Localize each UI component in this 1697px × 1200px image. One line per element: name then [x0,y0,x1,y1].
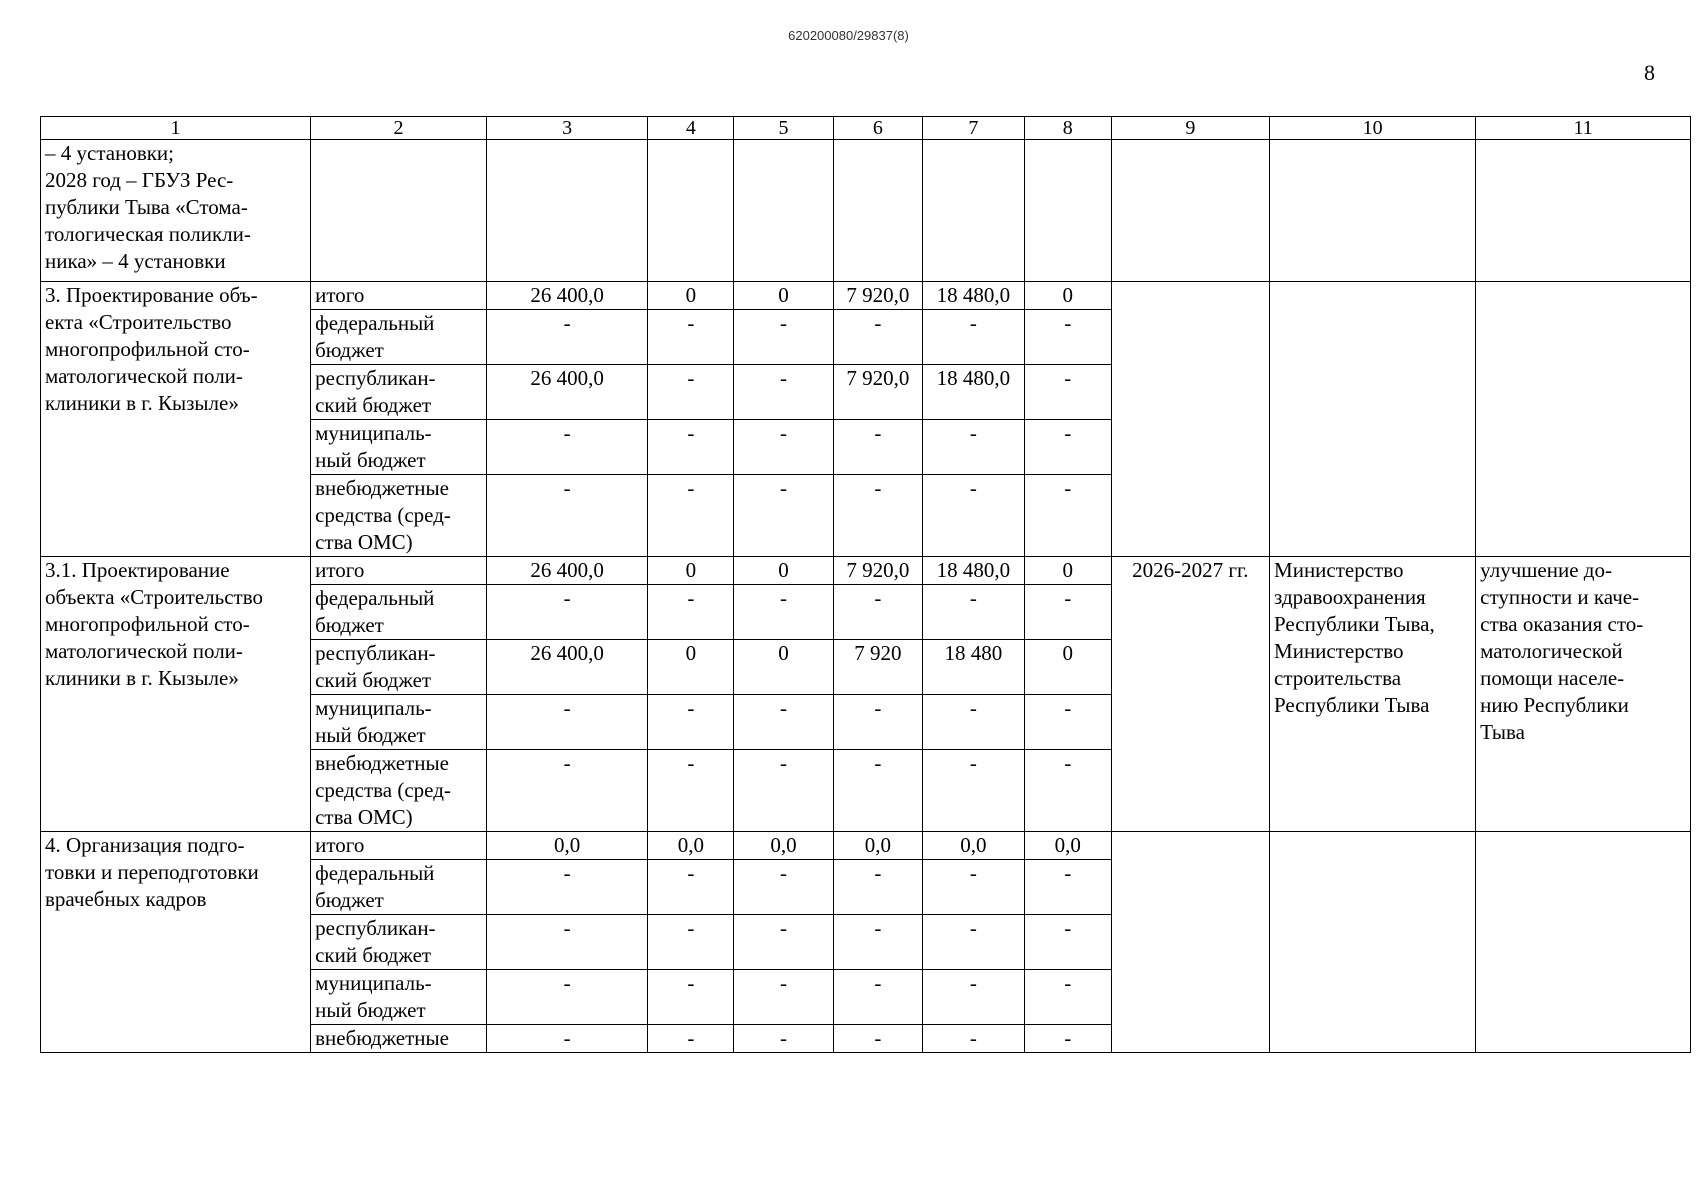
amount-cell: - [648,585,734,640]
amount-cell: - [1024,1025,1111,1053]
amount-cell: - [486,1025,648,1053]
amount-cell: - [1024,915,1111,970]
measure-name-cell: 4. Организация подго- товки и переподготовки врачебных кадров [41,832,311,1053]
amount-cell: - [734,1025,834,1053]
column-header: 9 [1111,117,1269,140]
funding-source-cell: муниципаль- ный бюджет [311,970,487,1025]
column-header: 8 [1024,117,1111,140]
amount-cell: - [922,750,1024,832]
amount-cell: - [1024,365,1111,420]
measure-name-cell: 3. Проектирование объ- екта «Строительство многопрофильной сто- матологической поли- клиники в г. Кызыле» [41,282,311,557]
period-cell [1111,832,1269,1053]
amount-cell: - [648,365,734,420]
empty-cell [734,140,834,282]
amount-cell: 26 400,0 [486,557,648,585]
empty-cell [1476,140,1691,282]
column-header: 1 [41,117,311,140]
amount-cell: 18 480,0 [922,282,1024,310]
amount-cell: 26 400,0 [486,640,648,695]
funding-source-cell: итого [311,557,487,585]
amount-cell: - [486,860,648,915]
amount-cell: - [734,420,834,475]
executor-cell [1270,282,1476,557]
amount-cell: 0 [1024,282,1111,310]
table-row [41,140,1691,282]
amount-cell: 18 480,0 [922,365,1024,420]
amount-cell: - [648,1025,734,1053]
amount-cell: - [486,420,648,475]
result-cell [1476,282,1691,557]
amount-cell: - [648,915,734,970]
amount-cell: - [1024,750,1111,832]
table-row [41,557,1691,585]
amount-cell: - [486,695,648,750]
amount-cell: - [486,915,648,970]
amount-cell: - [648,860,734,915]
amount-cell: 26 400,0 [486,365,648,420]
amount-cell: - [922,915,1024,970]
amount-cell: - [833,970,922,1025]
amount-cell: - [734,310,834,365]
amount-cell: - [734,365,834,420]
amount-cell: - [833,1025,922,1053]
header-row [41,117,1691,140]
amount-cell: - [734,970,834,1025]
column-header: 2 [311,117,487,140]
empty-cell [922,140,1024,282]
amount-cell: - [833,860,922,915]
column-header: 10 [1270,117,1476,140]
amount-cell: - [734,695,834,750]
funding-source-cell: федеральный бюджет [311,860,487,915]
amount-cell: - [833,695,922,750]
empty-cell [1024,140,1111,282]
amount-cell: - [648,970,734,1025]
amount-cell: - [734,585,834,640]
measure-name-cell: – 4 установки; 2028 год – ГБУЗ Рес- публики Тыва «Стома- тологическая поликли- ника» – 4 установки [41,140,311,282]
result-cell [1476,832,1691,1053]
amount-cell: - [486,750,648,832]
funding-source-cell: внебюджетные средства (сред- ства ОМС) [311,475,487,557]
amount-cell: - [1024,585,1111,640]
amount-cell: 18 480,0 [922,557,1024,585]
amount-cell: - [486,970,648,1025]
amount-cell: - [734,915,834,970]
period-cell [1111,282,1269,557]
amount-cell: - [833,750,922,832]
empty-cell [1111,140,1269,282]
column-header: 6 [833,117,922,140]
amount-cell: - [486,585,648,640]
amount-cell: - [1024,860,1111,915]
amount-cell: - [922,695,1024,750]
funding-source-cell: муниципаль- ный бюджет [311,420,487,475]
empty-cell [311,140,487,282]
empty-cell [833,140,922,282]
amount-cell: 0 [734,282,834,310]
page-number: 8 [1644,60,1655,85]
empty-cell [486,140,648,282]
funding-source-cell: внебюджетные [311,1025,487,1053]
amount-cell: - [922,860,1024,915]
amount-cell: - [922,1025,1024,1053]
amount-cell: 26 400,0 [486,282,648,310]
column-header: 7 [922,117,1024,140]
amount-cell: - [833,915,922,970]
amount-cell: 7 920,0 [833,557,922,585]
amount-cell: 0 [648,557,734,585]
period-cell: 2026-2027 гг. [1111,557,1269,832]
amount-cell: - [922,970,1024,1025]
executor-cell: Министерство здравоохранения Республики Тыва, Министерство строительства Республики Тыва [1270,557,1476,832]
result-cell: улучшение до- ступности и каче- ства оказания сто- матологической помощи населе- нию Республики Тыва [1476,557,1691,832]
amount-cell: 0,0 [734,832,834,860]
amount-cell: 7 920,0 [833,282,922,310]
amount-cell: 7 920 [833,640,922,695]
amount-cell: 0,0 [486,832,648,860]
amount-cell: - [648,420,734,475]
amount-cell: - [648,695,734,750]
amount-cell: - [833,310,922,365]
amount-cell: - [833,585,922,640]
executor-cell [1270,832,1476,1053]
funding-source-cell: федеральный бюджет [311,585,487,640]
amount-cell: 0 [648,640,734,695]
funding-source-cell: республикан- ский бюджет [311,640,487,695]
amount-cell: - [922,420,1024,475]
amount-cell: 0 [648,282,734,310]
funding-source-cell: итого [311,832,487,860]
amount-cell: - [1024,475,1111,557]
column-header: 3 [486,117,648,140]
funding-source-cell: республикан- ский бюджет [311,365,487,420]
amount-cell: - [1024,310,1111,365]
amount-cell: - [486,310,648,365]
column-header: 5 [734,117,834,140]
amount-cell: 0 [1024,557,1111,585]
amount-cell: - [648,310,734,365]
amount-cell: - [734,860,834,915]
funding-source-cell: внебюджетные средства (сред- ства ОМС) [311,750,487,832]
column-header: 4 [648,117,734,140]
amount-cell: 0,0 [922,832,1024,860]
amount-cell: - [734,750,834,832]
table-row [41,832,1691,860]
amount-cell: - [1024,420,1111,475]
document-code: 620200080/29837(8) [788,28,909,43]
amount-cell: - [1024,695,1111,750]
measure-name-cell: 3.1. Проектирование объекта «Строительство многопрофильной сто- матологической поли- клиники в г. Кызыле» [41,557,311,832]
amount-cell: - [734,475,834,557]
amount-cell: 0 [1024,640,1111,695]
amount-cell: 0 [734,557,834,585]
amount-cell: - [833,420,922,475]
amount-cell: - [922,585,1024,640]
amount-cell: - [922,475,1024,557]
empty-cell [648,140,734,282]
amount-cell: - [486,475,648,557]
funding-source-cell: итого [311,282,487,310]
funding-source-cell: федеральный бюджет [311,310,487,365]
column-header: 11 [1476,117,1691,140]
empty-cell [1270,140,1476,282]
funding-source-cell: республикан- ский бюджет [311,915,487,970]
amount-cell: - [648,475,734,557]
amount-cell: 0,0 [1024,832,1111,860]
funding-source-cell: муниципаль- ный бюджет [311,695,487,750]
amount-cell: - [833,475,922,557]
table-row [41,282,1691,310]
amount-cell: 0,0 [648,832,734,860]
amount-cell: - [1024,970,1111,1025]
amount-cell: 0 [734,640,834,695]
amount-cell: 0,0 [833,832,922,860]
amount-cell: 7 920,0 [833,365,922,420]
amount-cell: - [922,310,1024,365]
funding-table [40,116,1691,1053]
amount-cell: - [648,750,734,832]
amount-cell: 18 480 [922,640,1024,695]
